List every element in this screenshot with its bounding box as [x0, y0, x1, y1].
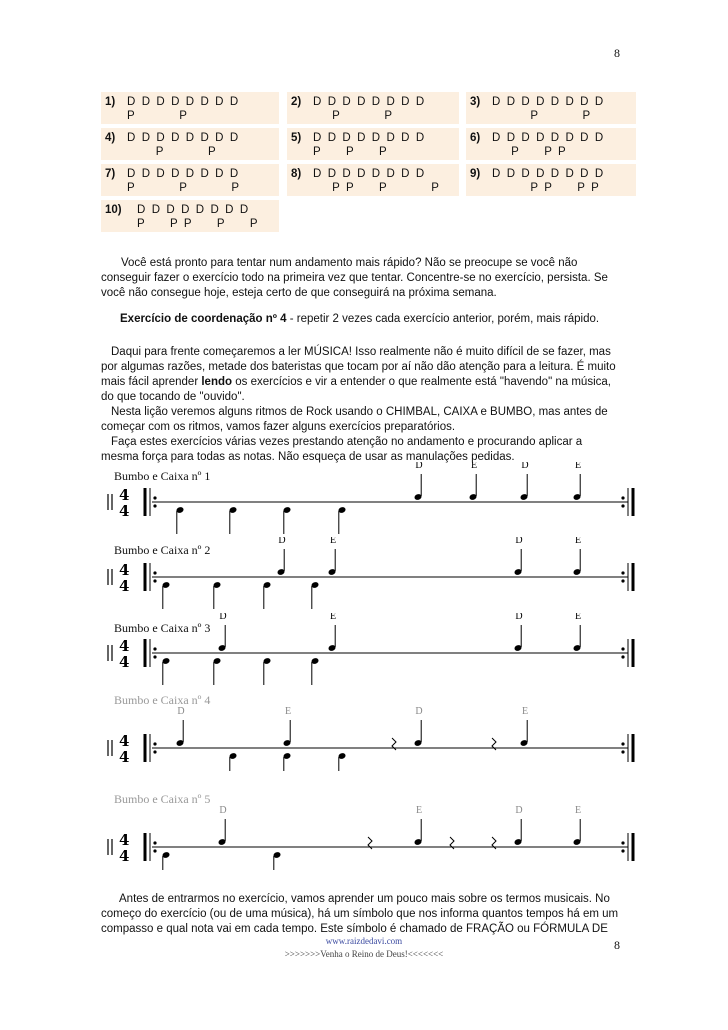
staff-svg	[100, 613, 640, 693]
hand-label: D	[415, 462, 423, 471]
exercise-p-row: P P	[127, 110, 187, 122]
exercise-d-row: D D D D D D D D	[313, 168, 425, 180]
time-signature-bottom: 4	[119, 577, 130, 595]
exercise-d-row: D D D D D D D D	[127, 132, 239, 144]
exercise-p-row: P P P P	[313, 182, 439, 194]
exercise-number: 4)	[105, 132, 116, 144]
exercise-number: 10)	[105, 204, 122, 216]
paragraph-bottom	[101, 892, 621, 937]
repeat-dot	[621, 579, 624, 582]
repeat-dot	[153, 750, 156, 753]
exercise-box	[287, 128, 459, 160]
hand-label: D	[278, 537, 286, 546]
hand-label: E	[470, 462, 478, 471]
hand-label: D	[515, 537, 523, 546]
staff-svg	[100, 691, 640, 771]
paragraph-5-text: Antes de entrarmos no exercício, vamos aprender um pouco mais sobre os termos musicais. No começo do exercício (ou de uma música), há um símbolo que nos informa quantos tempos há em um compasso e qual nota vai em cada tempo. Este símbolo é chamado de FRAÇÃO ou FÓRMULA DE	[101, 893, 619, 935]
exercise-box	[101, 92, 279, 124]
exercise-d-row: D D D D D D D D	[127, 96, 239, 108]
staff-svg	[100, 790, 640, 870]
time-signature-top: 4	[119, 637, 130, 655]
exercise-description: - repetir 2 vezes cada exercício anterior, porém, mais rápido.	[286, 313, 600, 325]
exercise-d-row: D D D D D D D D	[492, 168, 604, 180]
paragraph-reading	[101, 345, 621, 465]
hand-label: E	[284, 706, 292, 717]
hand-label: D	[415, 706, 423, 717]
hand-label: E	[574, 805, 582, 816]
exercise-box	[287, 92, 459, 124]
time-signature-top: 4	[119, 486, 130, 504]
hand-label: D	[219, 805, 227, 816]
paragraph-3: Nesta lição veremos alguns ritmos de Rock usando o CHIMBAL, CAIXA e BUMBO, mas antes de começar com os ritmos, vamos fazer alguns exercícios preparatórios.	[101, 406, 608, 433]
exercise-title: Exercício de coordenação nº 4	[120, 313, 287, 325]
footer-motto: >>>>>>>Venha o Reino de Deus!<<<<<<<	[284, 949, 444, 959]
repeat-dot	[621, 496, 624, 499]
exercise-p-row: P P P	[313, 146, 387, 158]
exercise-box	[101, 128, 279, 160]
page-number-top: 8	[614, 46, 620, 60]
hand-label: E	[329, 613, 337, 622]
exercise-d-row: D D D D D D D D	[492, 96, 604, 108]
exercise-p-row: P P P	[492, 146, 566, 158]
staff-title: Bumbo e Caixa nº 4	[114, 693, 211, 707]
hand-label: E	[574, 462, 582, 471]
repeat-dot	[621, 742, 624, 745]
time-signature-bottom: 4	[119, 748, 130, 766]
footer-url[interactable]: www.raizdedavi.com	[325, 936, 403, 946]
exercise-box	[287, 164, 459, 196]
exercise-p-row: P P P P	[492, 182, 599, 194]
drum-staff	[100, 462, 640, 542]
staff-svg	[100, 462, 640, 542]
time-signature-bottom: 4	[119, 502, 130, 520]
drum-staff	[100, 537, 640, 617]
exercise-p-row: P P	[127, 146, 216, 158]
exercise-d-row: D D D D D D D D	[492, 132, 604, 144]
hand-label: D	[177, 706, 185, 717]
hand-label: E	[415, 805, 423, 816]
staff-title: Bumbo e Caixa nº 2	[114, 543, 211, 557]
drum-staff	[100, 790, 640, 870]
repeat-dot	[153, 647, 156, 650]
repeat-dot	[153, 571, 156, 574]
exercise-box	[466, 128, 636, 160]
exercise-heading	[120, 313, 599, 325]
exercise-number: 5)	[291, 132, 302, 144]
exercise-box	[466, 92, 636, 124]
repeat-dot	[621, 647, 624, 650]
exercise-d-row: D D D D D D D D	[137, 204, 249, 216]
hand-label: E	[574, 613, 582, 622]
paragraph-1-text: Você está pronto para tentar num andamento mais rápido? Não se preocupe se você não conseguir fazer o exercício todo na primeira vez que tentar. Concentre-se no exercício, persista. Se você não consegue hoje, esteja certo de que conseguirá na próxima semana.	[101, 257, 608, 299]
staff-title: Bumbo e Caixa nº 3	[114, 621, 211, 635]
hand-label: D	[515, 805, 523, 816]
repeat-dot	[153, 742, 156, 745]
repeat-dot	[621, 750, 624, 753]
repeat-dot	[153, 504, 156, 507]
drum-staff	[100, 613, 640, 693]
hand-label: E	[329, 537, 337, 546]
exercise-p-row: P P P	[127, 182, 240, 194]
time-signature-bottom: 4	[119, 847, 130, 865]
repeat-dot	[621, 841, 624, 844]
staff-title: Bumbo e Caixa nº 5	[114, 792, 211, 806]
exercise-box	[466, 164, 636, 196]
time-signature-top: 4	[119, 831, 130, 849]
exercise-number: 3)	[470, 96, 481, 108]
time-signature-top: 4	[119, 561, 130, 579]
exercise-p-row: P P	[492, 110, 591, 122]
exercise-number: 6)	[470, 132, 481, 144]
repeat-dot	[621, 571, 624, 574]
hand-label: E	[521, 706, 529, 717]
paragraph-2-bold: lendo	[201, 376, 233, 388]
repeat-dot	[621, 849, 624, 852]
exercise-d-row: D D D D D D D D	[313, 96, 425, 108]
exercise-p-row: P P	[313, 110, 393, 122]
staff-svg	[100, 537, 640, 617]
hand-label: E	[574, 537, 582, 546]
exercise-box	[101, 200, 279, 232]
time-signature-bottom: 4	[119, 653, 130, 671]
page-number-bottom: 8	[614, 938, 620, 952]
repeat-dot	[153, 579, 156, 582]
paragraph-4: Faça estes exercícios várias vezes prestando atenção no andamento e procurando aplicar a mesma força para todas as notas. Não esqueça de usar as manulações pedidas.	[101, 436, 583, 463]
exercise-number: 9)	[470, 168, 481, 180]
exercise-d-row: D D D D D D D D	[313, 132, 425, 144]
drum-staff	[100, 691, 640, 771]
exercise-number: 2)	[291, 96, 302, 108]
exercise-p-row: P P P P P	[137, 218, 258, 230]
hand-label: D	[515, 613, 523, 622]
paragraph-2	[101, 345, 621, 405]
repeat-dot	[153, 849, 156, 852]
exercise-d-row: D D D D D D D D	[127, 168, 239, 180]
repeat-dot	[621, 504, 624, 507]
exercise-box	[101, 164, 279, 196]
hand-label: D	[219, 613, 227, 622]
paragraph-intro	[101, 256, 621, 301]
repeat-dot	[621, 655, 624, 658]
paragraph-2-text-a: Daqui para frente começaremos a ler MÚSICA! Isso realmente não é muito difícil de se fazer, mas por algumas razões, metade dos bateristas que tocam por aí não dão atenção para a leitura. É muito mais fácil aprender	[101, 346, 616, 388]
staff-title: Bumbo e Caixa nº 1	[114, 469, 211, 483]
exercise-number: 7)	[105, 168, 116, 180]
repeat-dot	[153, 496, 156, 499]
hand-label: D	[521, 462, 529, 471]
exercise-number: 8)	[291, 168, 302, 180]
exercise-number: 1)	[105, 96, 116, 108]
paragraph-2-text-b: os exercícios e vir a entender o que realmente está "havendo" na música, do que tocando de "ouvido".	[101, 376, 611, 403]
time-signature-top: 4	[119, 732, 130, 750]
repeat-dot	[153, 841, 156, 844]
repeat-dot	[153, 655, 156, 658]
